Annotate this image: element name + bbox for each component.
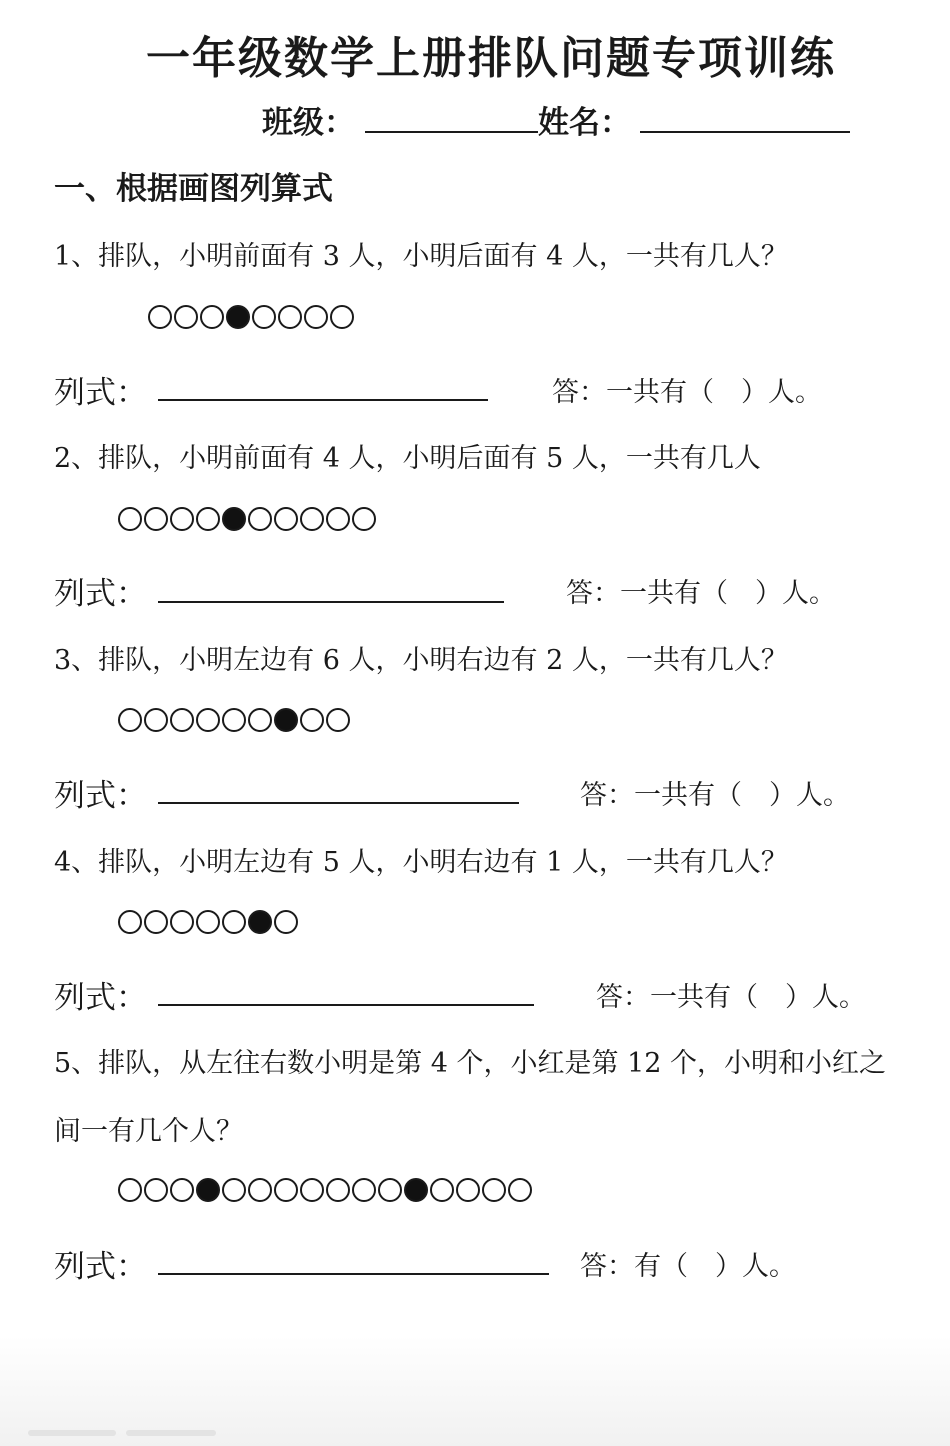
person-circle (196, 507, 220, 531)
name-label: 姓名： (538, 105, 631, 141)
question-4-formula-blank[interactable] (158, 1004, 534, 1006)
class-label: 班级： (262, 105, 355, 141)
person-circle (352, 1178, 376, 1202)
question-5-circles (118, 1178, 532, 1202)
person-circle (252, 305, 276, 329)
question-4-circles (118, 910, 298, 934)
person-filled-circle (222, 507, 246, 531)
question-3-circles (118, 708, 350, 732)
question-2-answer: 答：一共有（ ）人。 (566, 578, 836, 609)
person-filled-circle (274, 708, 298, 732)
person-circle (144, 708, 168, 732)
scroll-indicator (28, 1430, 116, 1436)
person-circle (274, 1178, 298, 1202)
question-2-circles (118, 507, 376, 531)
person-circle (118, 507, 142, 531)
person-circle (300, 1178, 324, 1202)
person-filled-circle (196, 1178, 220, 1202)
person-circle (278, 305, 302, 329)
question-4-answer: 答：一共有（ ）人。 (596, 982, 866, 1013)
question-5-formula-blank[interactable] (158, 1273, 549, 1275)
person-circle (300, 708, 324, 732)
person-circle (304, 305, 328, 329)
person-circle (144, 910, 168, 934)
question-1-circles (148, 305, 354, 329)
person-circle (170, 708, 194, 732)
question-1-text: 1、排队，小明前面有 3 人，小明后面有 4 人，一共有几人？ (54, 241, 788, 272)
person-circle (326, 708, 350, 732)
scroll-indicator-secondary (126, 1430, 216, 1436)
person-circle (326, 1178, 350, 1202)
person-circle (170, 910, 194, 934)
question-5-formula-label: 列式： (54, 1249, 147, 1285)
person-circle (170, 1178, 194, 1202)
question-5-text-cont: 间一有几个人？ (54, 1116, 243, 1147)
question-4-formula-label: 列式： (54, 980, 147, 1016)
question-3-text: 3、排队，小明左边有 6 人，小明右边有 2 人，一共有几人？ (54, 645, 788, 676)
person-circle (248, 507, 272, 531)
question-3-formula-label: 列式： (54, 778, 147, 814)
person-circle (378, 1178, 402, 1202)
person-circle (430, 1178, 454, 1202)
person-filled-circle (404, 1178, 428, 1202)
person-filled-circle (226, 305, 250, 329)
question-5-answer: 答：有（ ）人。 (580, 1251, 796, 1282)
person-circle (196, 708, 220, 732)
person-circle (248, 708, 272, 732)
person-circle (170, 507, 194, 531)
person-circle (200, 305, 224, 329)
person-circle (196, 910, 220, 934)
person-circle (274, 910, 298, 934)
section-title: 一、根据画图列算式 (54, 171, 333, 207)
person-circle (248, 1178, 272, 1202)
person-circle (222, 910, 246, 934)
question-2-text: 2、排队，小明前面有 4 人，小明后面有 5 人，一共有几人 (54, 443, 761, 474)
person-circle (456, 1178, 480, 1202)
person-circle (222, 1178, 246, 1202)
person-circle (274, 507, 298, 531)
question-2-formula-blank[interactable] (158, 601, 504, 603)
person-circle (118, 910, 142, 934)
person-circle (330, 305, 354, 329)
question-3-answer: 答：一共有（ ）人。 (580, 780, 850, 811)
question-1-formula-label: 列式： (54, 375, 147, 411)
worksheet-title: 一年级数学上册排队问题专项训练 (146, 33, 836, 84)
person-circle (148, 305, 172, 329)
person-circle (222, 708, 246, 732)
question-1-answer: 答：一共有（ ）人。 (552, 377, 822, 408)
person-circle (118, 1178, 142, 1202)
person-circle (144, 1178, 168, 1202)
name-blank[interactable] (640, 131, 850, 133)
person-circle (482, 1178, 506, 1202)
question-4-text: 4、排队，小明左边有 5 人，小明右边有 1 人，一共有几人？ (54, 847, 788, 878)
class-blank[interactable] (365, 131, 538, 133)
person-filled-circle (248, 910, 272, 934)
person-circle (352, 507, 376, 531)
question-5-text: 5、排队，从左往右数小明是第 4 个，小红是第 12 个，小明和小红之 (54, 1048, 887, 1079)
person-circle (300, 507, 324, 531)
question-1-formula-blank[interactable] (158, 399, 488, 401)
person-circle (144, 507, 168, 531)
question-2-formula-label: 列式： (54, 576, 147, 612)
person-circle (118, 708, 142, 732)
person-circle (174, 305, 198, 329)
person-circle (508, 1178, 532, 1202)
person-circle (326, 507, 350, 531)
question-3-formula-blank[interactable] (158, 802, 519, 804)
